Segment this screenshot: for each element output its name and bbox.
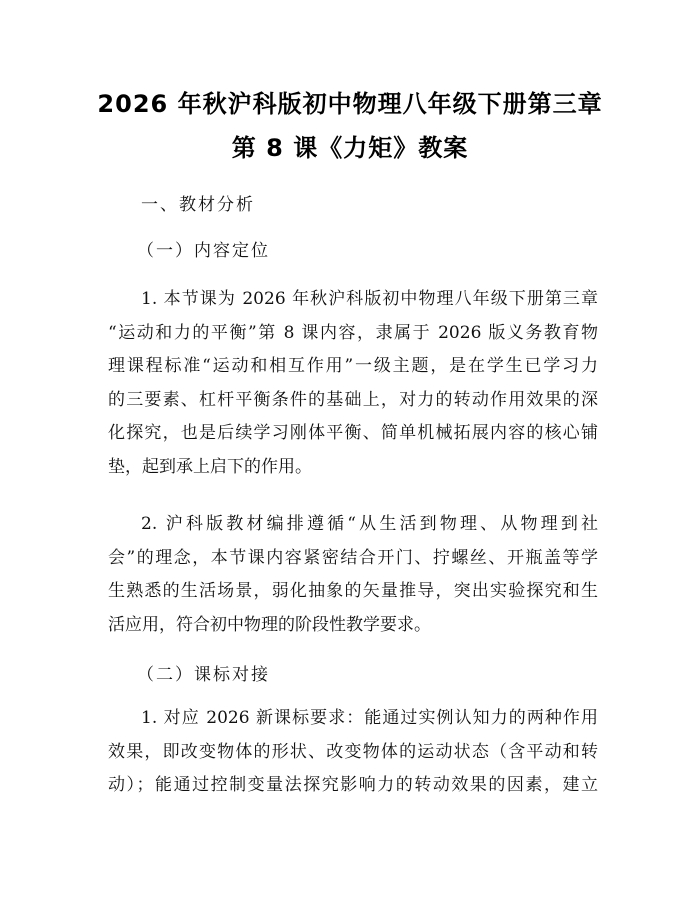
paragraph-line: 1. 本节课为 2026 年秋沪科版初中物理八年级下册第三章	[141, 289, 598, 309]
paragraph-line: 会”的理念，本节课内容紧密结合开门、拧螺丝、开瓶盖等学	[108, 547, 598, 568]
paragraph-line: 效果，即改变物体的形状、改变物体的运动状态（含平动和转	[108, 741, 598, 762]
paragraph-line: 动）；能通过控制变量法探究影响力的转动效果的因素，建立	[108, 775, 598, 795]
paragraph-line: 的三要素、杠杆平衡条件的基础上，对力的转动作用效果的深	[108, 389, 598, 410]
paragraph-line: 垫，起到承上启下的作用。	[108, 456, 312, 477]
paragraph-curriculum-alignment-1	[108, 702, 598, 803]
document-title-line-1: 2026 年秋沪科版初中物理八年级下册第三章	[97, 90, 603, 118]
paragraph-line: 生熟悉的生活场景，弱化抽象的矢量推导，突出实验探究和生	[108, 581, 598, 601]
paragraph-content-positioning-1	[108, 283, 598, 484]
paragraph-line: 理课程标准“运动和相互作用”一级主题，是在学生已学习力	[108, 356, 598, 376]
document-title-line-2: 第 8 课《力矩》教案	[231, 134, 469, 162]
subsection-heading-content-positioning: （一）内容定位	[137, 241, 270, 261]
paragraph-line: 化探究，也是后续学习刚体平衡、简单机械拓展内容的核心铺	[108, 423, 598, 443]
paragraph-content-positioning-2	[108, 508, 598, 642]
section-heading-textbook-analysis: 一、教材分析	[141, 195, 255, 215]
paragraph-line: “运动和力的平衡”第 8 课内容，隶属于 2026 版义务教育物	[108, 322, 598, 343]
paragraph-line: 2. 沪科版教材编排遵循“从生活到物理、从物理到社	[141, 514, 598, 534]
subsection-heading-curriculum-alignment: （二）课标对接	[137, 665, 270, 685]
paragraph-line: 活应用，符合初中物理的阶段性教学要求。	[108, 614, 431, 635]
paragraph-line: 1. 对应 2026 新课标要求：能通过实例认知力的两种作用	[141, 708, 598, 728]
